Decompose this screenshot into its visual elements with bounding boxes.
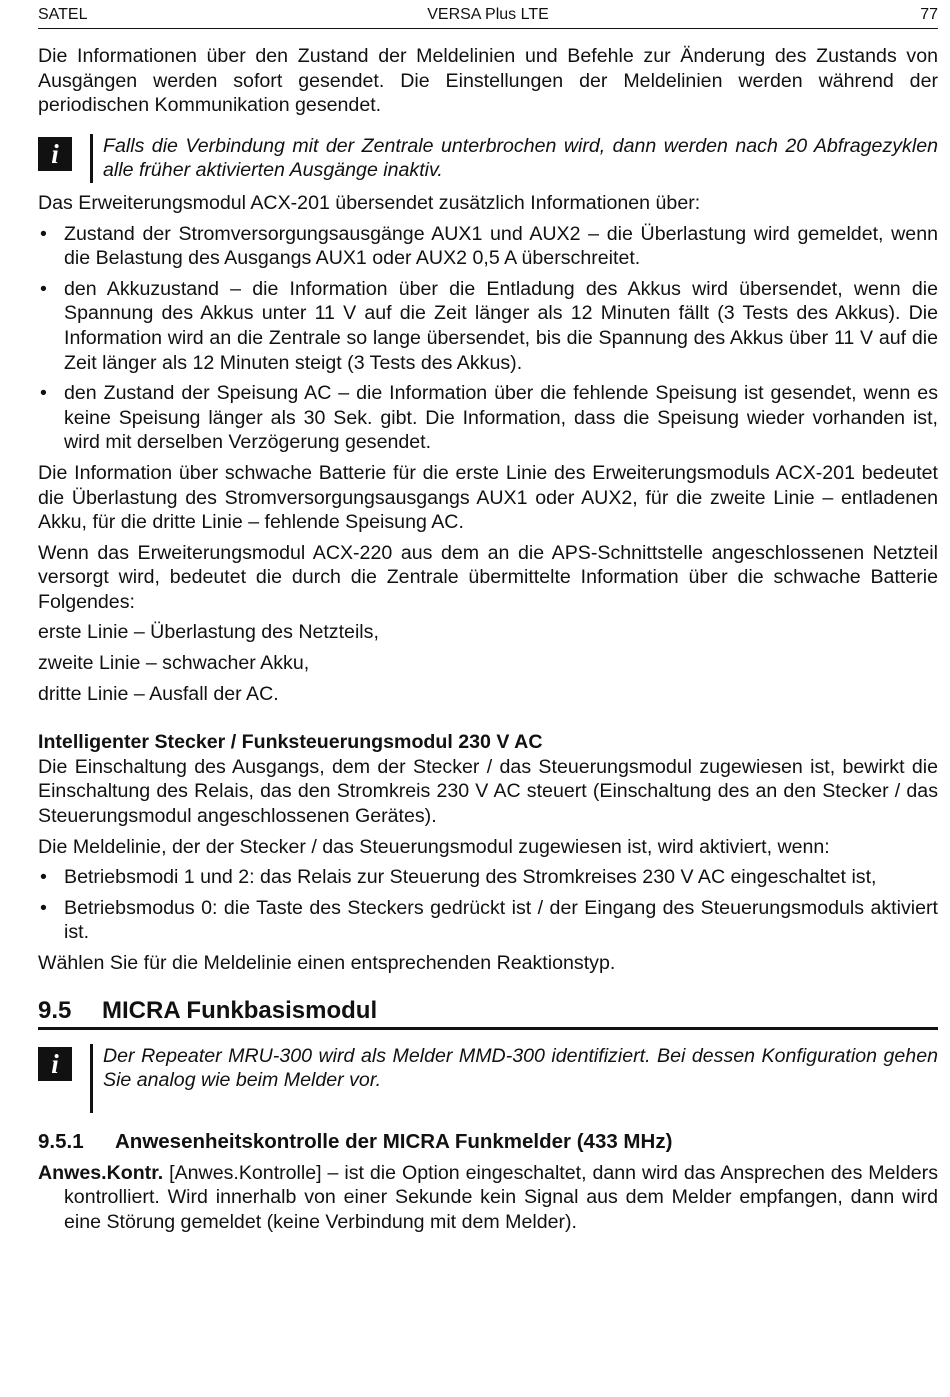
subsection-heading	[38, 1129, 938, 1155]
list-item	[38, 381, 938, 455]
bullet-icon: •	[40, 277, 47, 300]
reaction-type-paragraph: Wählen Sie für die Meldelinie einen entsprechenden Reaktionstyp.	[38, 952, 616, 974]
info-note-2	[38, 1044, 938, 1113]
line-2: zweite Linie – schwacher Akku,	[38, 652, 310, 675]
header-brand: SATEL	[38, 6, 88, 23]
list-item	[38, 865, 938, 890]
note-text-2: Der Repeater MRU-300 wird als Melder MMD-300 identifiziert. Bei dessen Konfiguration gehen Sie analog wie beim Melder vor.	[103, 1044, 938, 1092]
bullet-icon: •	[40, 222, 47, 245]
option-description: [Anwes.Kontrolle] – ist die Option eingeschaltet, dann wird das Ansprechen des Melders kontrolliert. Wird innerhalb von einer Sekunde kein Signal aus dem Melder empfangen, dann wird eine Störung gemeldet (keine Verbindung mit dem Melder).	[64, 1161, 938, 1233]
header-product: VERSA Plus LTE	[427, 6, 549, 23]
line-3: dritte Linie – Ausfall der AC.	[38, 682, 279, 705]
section-heading	[38, 996, 938, 1030]
info-icon: i	[38, 137, 72, 171]
acx201-intro: Das Erweiterungsmodul ACX-201 übersendet zusätzlich Informationen über:	[38, 191, 701, 214]
list-item-text: Betriebsmodus 0: die Taste des Steckers gedrückt ist / der Eingang des Steuerungsmoduls aktiviert ist.	[64, 896, 938, 944]
note-divider	[90, 1044, 93, 1113]
list-item-text: Zustand der Stromversorgungsausgänge AUX1 und AUX2 – die Überlastung wird gemeldet, wenn die Belastung des Ausgangs AUX1 oder AUX2 0,5 A überschreitet.	[64, 222, 938, 270]
note-text-1: Falls die Verbindung mit der Zentrale unterbrochen wird, dann werden nach 20 Abfragezyklen alle früher aktivierten Ausgänge inaktiv.	[103, 134, 938, 182]
option-definition	[38, 1161, 938, 1235]
plug-heading: Intelligenter Stecker / Funksteuerungsmodul 230 V AC	[38, 731, 543, 754]
list-item-text: Betriebsmodi 1 und 2: das Relais zur Steuerung des Stromkreises 230 V AC eingeschaltet ist,	[64, 866, 877, 889]
section-title: MICRA Funkbasismodul	[102, 996, 378, 1024]
manual-page	[38, 0, 938, 1235]
intro-paragraph: Die Informationen über den Zustand der Meldelinien und Befehle zur Änderung des Zustands von Ausgängen werden sofort gesendet. Die Einstellungen der Meldelinien werden während der periodischen Kommunikation gesendet.	[38, 45, 938, 117]
note-divider	[90, 134, 93, 183]
list-item	[38, 222, 938, 271]
header-page-number: 77	[920, 6, 938, 23]
list-item-text: den Akkuzustand – die Information über die Entladung des Akkus wird übersendet, wenn die Spannung des Akkus unter 11 V auf die Zeit länger als 12 Minuten fällt (3 Tests des Akkus). Die Information wird an die Zentrale so lange übersendet, bis die Spannung des Akkus über 11 V auf die Zeit länger als 12 Minuten steigt (3 Tests des Akkus).	[64, 277, 938, 374]
info-note-1	[38, 134, 938, 183]
acx201-bullet-list	[38, 222, 938, 455]
bullet-icon: •	[40, 382, 47, 405]
info-icon: i	[38, 1047, 72, 1081]
section-number: 9.5	[38, 996, 72, 1024]
page-header	[38, 0, 938, 29]
list-item	[38, 896, 938, 945]
list-item-text: den Zustand der Speisung AC – die Information über die fehlende Speisung ist gesendet, wenn es keine Speisung länger als 30 Sek. gibt. Die Information, dass die Speisung wieder vorhanden ist, wird mit derselben Verzögerung gesendet.	[64, 382, 938, 454]
bullet-icon: •	[40, 896, 47, 919]
line-1: erste Linie – Überlastung des Netzteils,	[38, 621, 379, 644]
zone-intro: Die Meldelinie, der der Stecker / das Steuerungsmodul zugewiesen ist, wird aktiviert, wenn:	[38, 835, 830, 858]
subsection-title: Anwesenheitskontrolle der MICRA Funkmelder (433 MHz)	[115, 1129, 673, 1153]
weak-battery-paragraph: Die Information über schwache Batterie für die erste Linie des Erweiterungsmoduls ACX-201 bedeutet die Überlastung des Stromversorgungsausgangs AUX1 oder AUX2, für die zweite Linie – entladenen Akku, für die dritte Linie – fehlende Speisung AC.	[38, 461, 938, 534]
option-term: Anwes.Kontr.	[38, 1161, 164, 1184]
plug-paragraph: Die Einschaltung des Ausgangs, dem der Stecker / das Steuerungsmodul zugewiesen ist, bewirkt die Einschaltung des Relais, das den Stromkreis 230 V AC steuert (Einschaltung des an den Stecker / das Steuerungsmodul angeschlossenen Gerätes).	[38, 755, 938, 828]
bullet-icon: •	[40, 866, 47, 889]
acx220-paragraph: Wenn das Erweiterungsmodul ACX-220 aus dem an die APS-Schnittstelle angeschlossenen Netzteil versorgt wird, bedeutet die durch die Zentrale übermittelte Information über die schwache Batterie Folgendes:	[38, 541, 938, 613]
list-item	[38, 277, 938, 375]
subsection-number: 9.5.1	[38, 1129, 84, 1153]
zone-bullet-list	[38, 865, 938, 945]
